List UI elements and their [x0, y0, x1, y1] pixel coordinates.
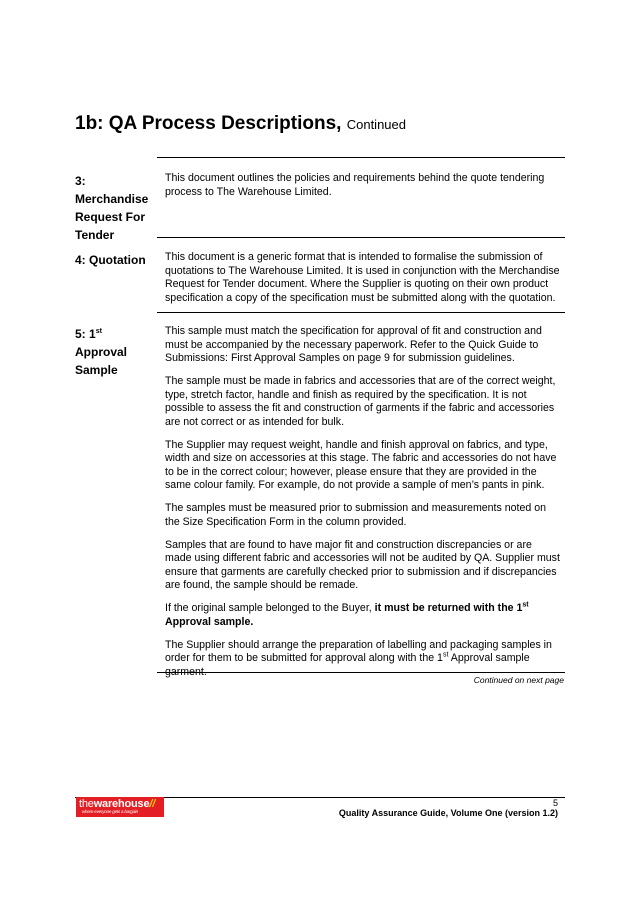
section-divider — [157, 237, 565, 238]
paragraph: This document is a generic format that is intended to formalise the submission of quotations to The Warehouse Limited. It is used in conjunction with the Merchandise Request for Tender document. Where the Supplier is quoting on their own product specification a copy of the specification must be submitted along with the quotation. — [165, 251, 560, 304]
section-divider — [157, 157, 565, 158]
paragraph: This document outlines the policies and requirements behind the quote tendering process to The Warehouse Limited. — [165, 172, 545, 198]
section-3-label: 3: Merchandise Request For Tender — [75, 174, 149, 242]
paragraph: This sample must match the specification for approval of fit and construction and must be accompanied by the necessary paperwork. Refer to the Quick Guide to Submissions: First Approval Samples on page 9 for submission guidelines. — [165, 325, 542, 364]
page-number: 5 — [552, 798, 558, 808]
title-continued: Continued — [346, 117, 406, 132]
section-divider — [157, 672, 565, 673]
warehouse-logo: thewarehouse// where everyone gets a bargain — [76, 797, 164, 817]
paragraph: The sample must be made in fabrics and accessories that are of the correct weight, type, stretch factor, handle and finish as required by the specification. It is not possible to assess the fit and construction of garments if the fabric and accessories are not correct or as intended for bulk. — [165, 375, 556, 428]
paragraph: Samples that are found to have major fit and construction discrepancies or are made using different fabric and accessories will not be audited by QA. Supplier must ensure that garments are carefully checked prior to submission and if discrepancies are found, the sample should be remade. — [165, 538, 560, 591]
section-5-label: 5: 1st Approval Sample — [75, 327, 128, 377]
paragraph-labelling: The Supplier should arrange the preparation of labelling and packaging samples in order for them to be submitted for approval along with the 1st Approval sample garment. — [165, 638, 552, 678]
paragraph: The Supplier may request weight, handle and finish approval on fabrics, and type, width and size on accessories at this stage. The fabric and accessories do not have to be in the correct colour; however, please ensure that they are provided in the same colour family. For example, do not provide a sample of men’s pants in pink. — [165, 438, 557, 491]
paragraph-buyer-sample: If the original sample belonged to the Buyer, it must be returned with the 1st Approval sample. — [165, 601, 529, 628]
section-5-body — [165, 325, 560, 689]
footer-guide-title: Quality Assurance Guide, Volume One (version 1.2) — [338, 808, 558, 818]
section-3-body — [165, 172, 560, 209]
page-title — [75, 113, 406, 135]
title-text: 1b: QA Process Descriptions, — [75, 113, 342, 134]
section-divider — [157, 312, 565, 313]
paragraph: The samples must be measured prior to submission and measurements noted on the Size Specification Form in the column provided. — [165, 502, 546, 528]
section-4-label: 4: Quotation — [75, 253, 146, 267]
continued-note: Continued on next page — [473, 675, 564, 685]
section-4-body — [165, 251, 560, 315]
